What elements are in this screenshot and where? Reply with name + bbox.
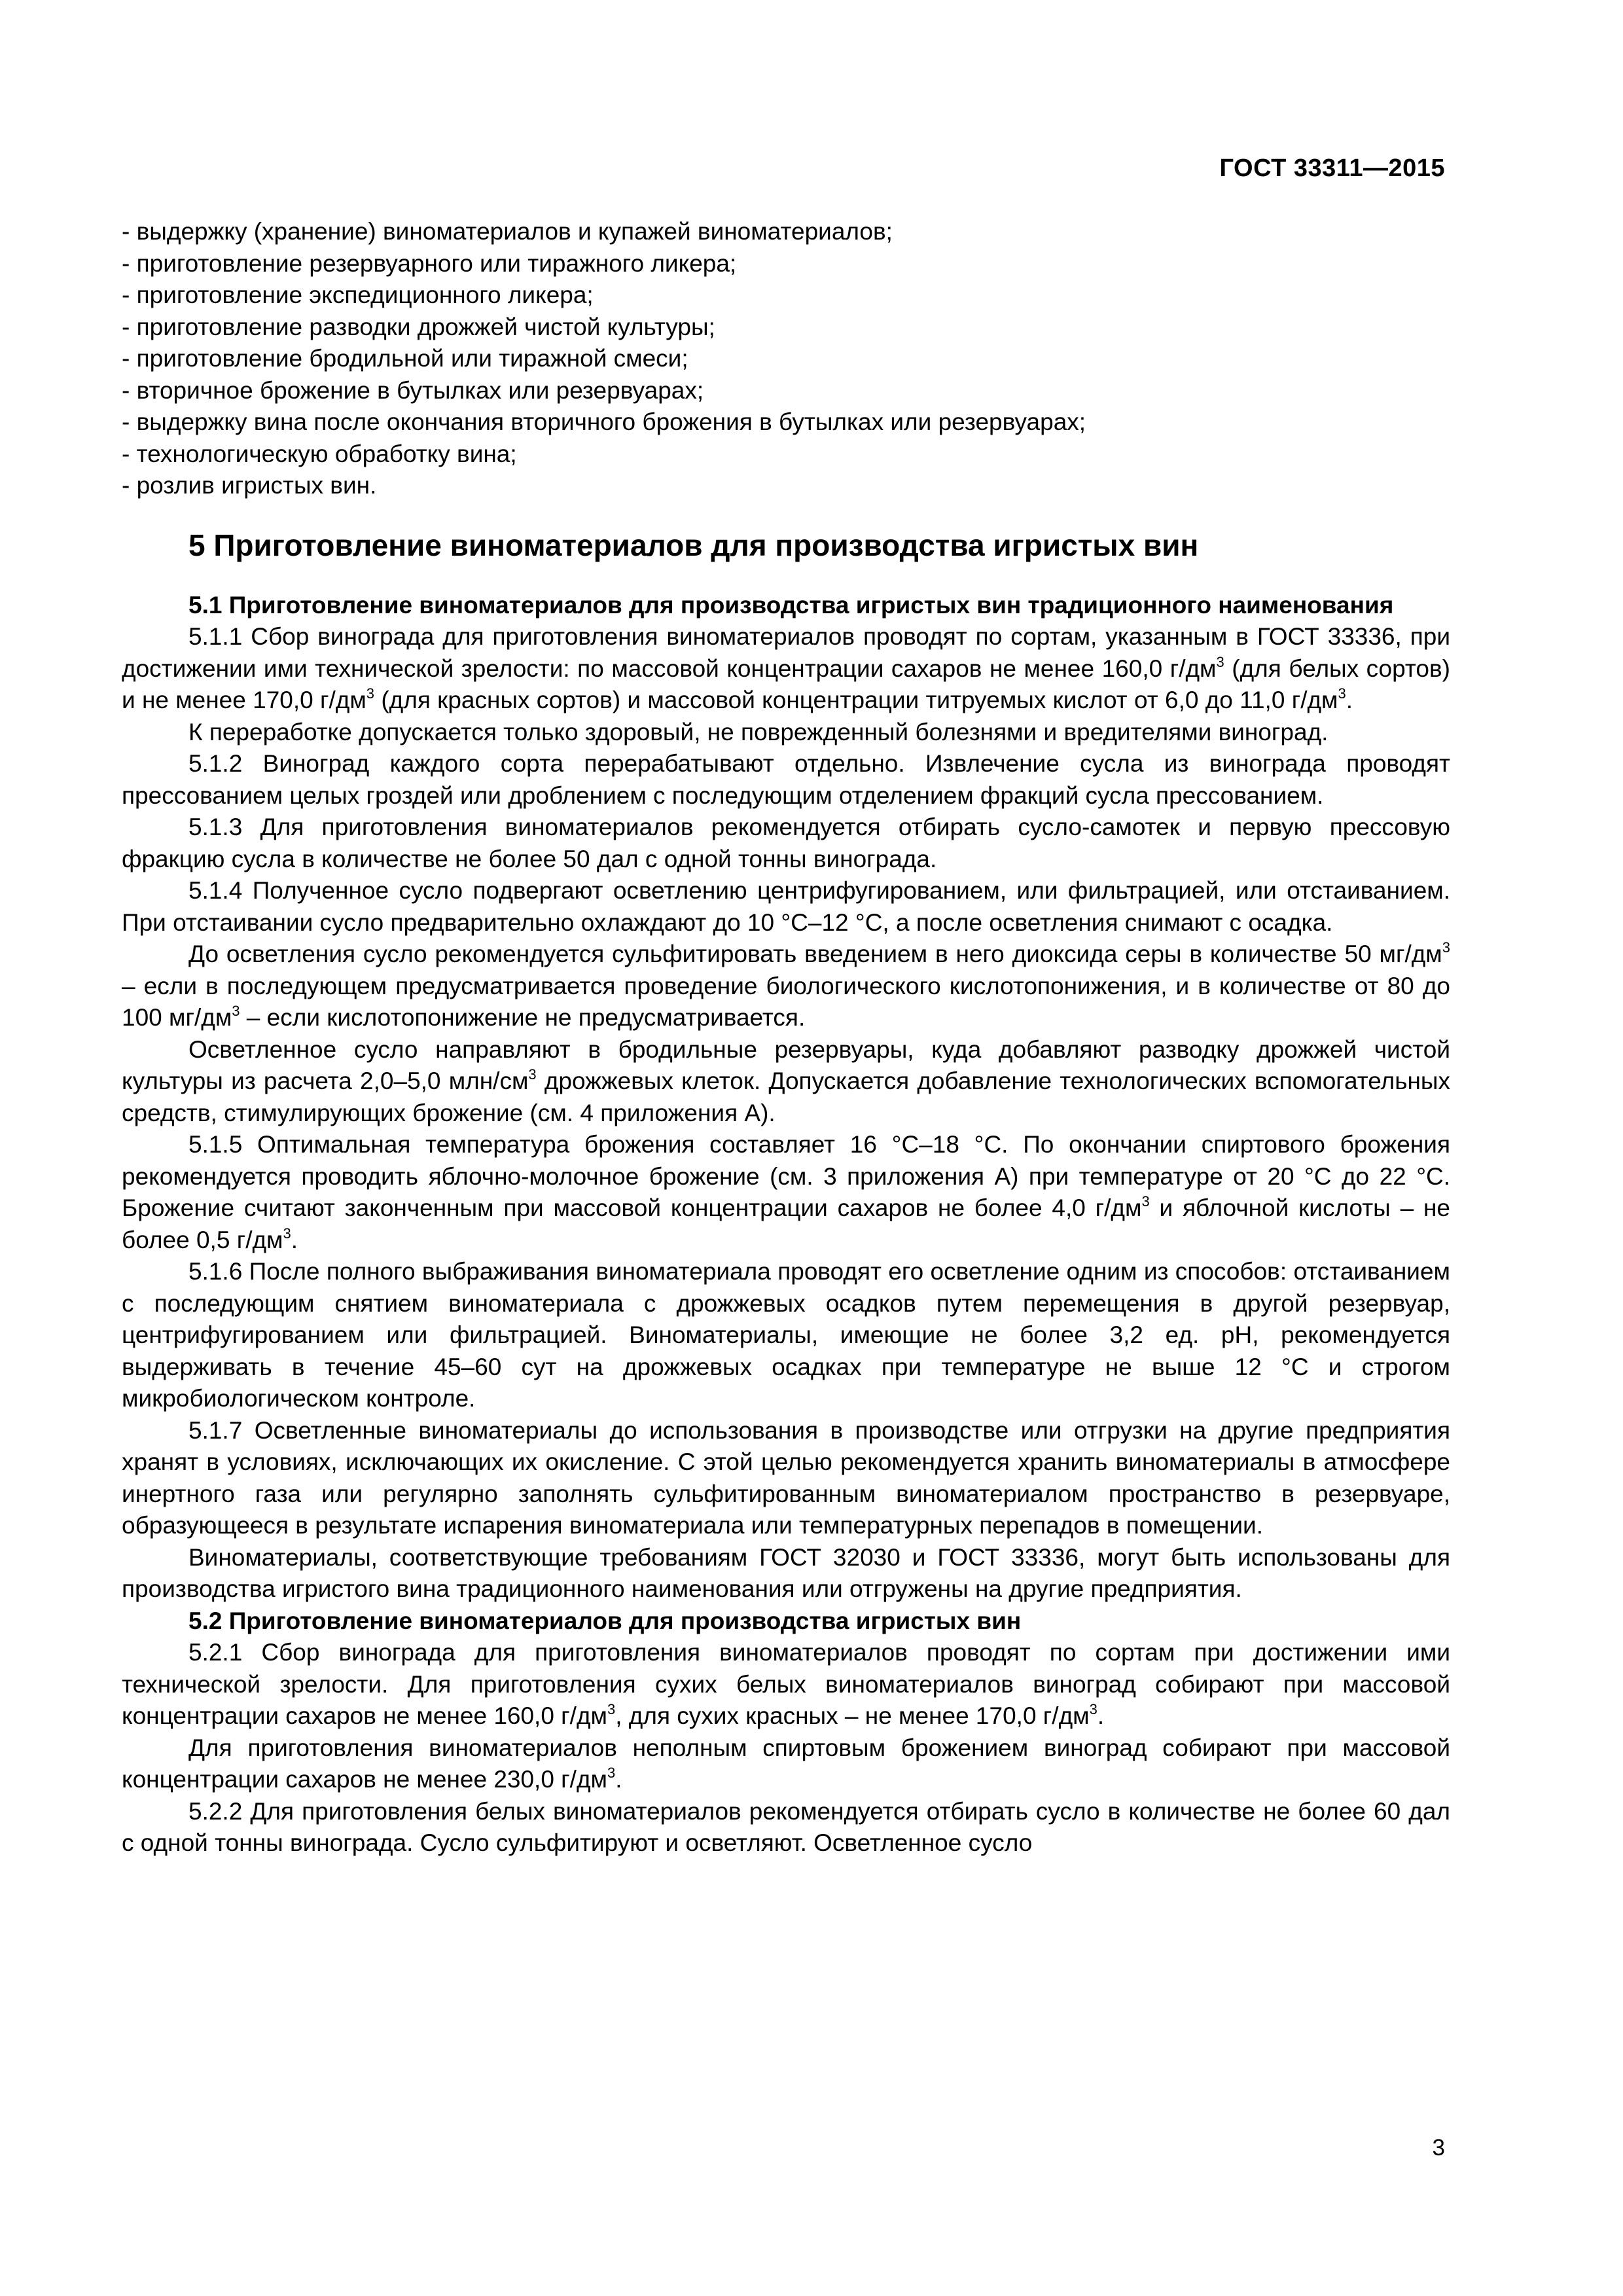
subsection-5-1-heading: 5.1 Приготовление виноматериалов для производства игристых вин традиционного наименования — [188, 591, 1394, 619]
document-body — [122, 216, 1450, 1859]
paragraph-clarified-must: Осветленное сусло направляют в бродильные резервуары, куда добавляют разводку дрожжей чистой культуры из расчета 2,0–5,0 млн/$см^3$ дрожжевых клеток. Допускается добавление технологических вспомогательных средств, стимулирующих брожение (см. 4 приложения А). — [122, 1035, 1451, 1126]
list-item: - приготовление бродильной или тиражной смеси; — [122, 345, 688, 372]
process-list — [122, 216, 1450, 502]
section-5-title: 5 Приготовление виноматериалов для производства игристых вин — [188, 528, 1199, 562]
paragraph-sulfitation: До осветления сусло рекомендуется сульфитировать введением в него диоксида серы в количестве 50 $мг/дм^3$ – если в последующем предусматривается проведение биологического кислотопонижения, и в количестве от 80 до 100 $мг/дм^3$ – если кислотопонижение не предусматривается. — [122, 939, 1450, 1031]
paragraph-5-1-4: 5.1.4 Полученное сусло подвергают осветлению центрифугированием, или фильтрацией, или отстаиванием. При отстаивании сусло предварительно охлаждают до 10 °С–12 °С, а после осветления снимают с осадка. — [122, 877, 1450, 936]
list-item: - выдержку вина после окончания вторичного брожения в бутылках или резервуарах; — [122, 408, 1086, 435]
list-item: - технологическую обработку вина; — [122, 440, 517, 467]
list-item: - приготовление экспедиционного ликера; — [122, 281, 594, 308]
list-item: - вторичное брожение в бутылках или резервуарах; — [122, 376, 704, 404]
paragraph-5-1-3: 5.1.3 Для приготовления виноматериалов рекомендуется отбирать сусло-самотек и первую прессовую фракцию сусла в количестве не более 50 дал с одной тонны винограда. — [122, 814, 1450, 872]
list-item: - приготовление разводки дрожжей чистой культуры; — [122, 313, 715, 340]
list-item: - розлив игристых вин. — [122, 472, 377, 499]
paragraph-5-1-1: 5.1.1 Сбор винограда для приготовления виноматериалов проводят по сортам, указанным в ГОСТ 33336, при достижении ими технической зрелости: по массовой концентрации сахаров не менее 160,0 $г/дм^3$ (для белых сортов) и не менее 170,0 $г/дм^3$ (для красных сортов) и массовой концентрации титруемых кислот от 6,0 до 11,0 $г/дм^3$. — [122, 623, 1450, 713]
paragraph-5-1-5: 5.1.5 Оптимальная температура брожения составляет 16 °С–18 °С. По окончании спиртового брожения рекомендуется проводить яблочно-молочное брожение (см. 3 приложения А) при температуре от 20 °С до 22 °С. Брожение считают законченным при массовой концентрации сахаров не более 4,0 $г/дм^3$ и яблочной кислоты – не более 0,5 $г/дм^3$. — [122, 1131, 1450, 1253]
document-code: ГОСТ 33311—2015 — [1219, 154, 1445, 182]
paragraph-5-2-2: 5.2.2 Для приготовления белых виноматериалов рекомендуется отбирать сусло в количестве не более 60 дал с одной тонны винограда. Сусло сульфитируют и осветляют. Осветленное сусло — [122, 1797, 1450, 1856]
list-item: - приготовление резервуарного или тиражного ликера; — [122, 249, 737, 277]
subsection-5-2-heading: 5.2 Приготовление виноматериалов для производства игристых вин — [188, 1607, 1022, 1634]
list-item: - выдержку (хранение) виноматериалов и купажей виноматериалов; — [122, 218, 893, 245]
paragraph-healthy-grapes: К переработке допускается только здоровый, не поврежденный болезнями и вредителями виноград. — [188, 718, 1329, 745]
paragraph-5-1-7: 5.1.7 Осветленные виноматериалы до использования в производстве или отгрузки на другие предприятия хранят в условиях, исключающих их окисление. С этой целью рекомендуется хранить виноматериалы в атмосфере инертного газа или регулярно заполнять сульфитированным виноматериалом пространство в резервуаре, образующееся в результате испарения виноматериала или температурных перепадов в помещении. — [122, 1416, 1450, 1539]
page-number: 3 — [1432, 2135, 1445, 2161]
paragraph-incomplete-fermentation: Для приготовления виноматериалов неполным спиртовым брожением виноград собирают при массовой концентрации сахаров не менее 230,0 $г/дм^3$. — [122, 1734, 1450, 1793]
paragraph-gost-requirements: Виноматериалы, соответствующие требованиям ГОСТ 32030 и ГОСТ 33336, могут быть использованы для производства игристого вина традиционного наименования или отгружены на другие предприятия. — [122, 1543, 1450, 1602]
paragraph-5-1-2: 5.1.2 Виноград каждого сорта перерабатывают отдельно. Извлечение сусла из винограда проводят прессованием целых гроздей или дроблением с последующим отделением фракций сусла прессованием. — [122, 750, 1450, 809]
paragraph-5-1-6: 5.1.6 После полного выбраживания виноматериала проводят его осветление одним из способов: отстаиванием с последующим снятием виноматериала с дрожжевых осадков путем перемещения в другой резервуар, центрифугированием или фильтрацией. Виноматериалы, имеющие не более 3,2 ед. рН, рекомендуется выдерживать в течение 45–60 сут на дрожжевых осадках при температуре не выше 12 °С и строгом микробиологическом контроле. — [122, 1258, 1450, 1412]
paragraph-5-2-1: 5.2.1 Сбор винограда для приготовления виноматериалов проводят по сортам при достижении ими технической зрелости. Для приготовления сухих белых виноматериалов виноград собирают при массовой концентрации сахаров не менее 160,0 $г/дм^3$, для сухих красных – не менее 170,0 $г/дм^3$. — [122, 1639, 1450, 1729]
